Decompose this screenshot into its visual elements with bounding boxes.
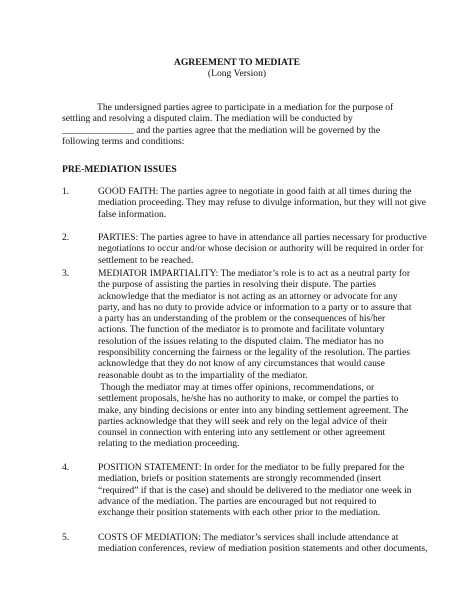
item-number: 1. [62, 186, 70, 197]
item-line: MEDIATOR IMPARTIALITY: The mediator’s role is to act as a neutral party for [98, 268, 411, 279]
item-line: actions. The function of the mediator is to promote and facilitate voluntary [98, 324, 385, 336]
item-line: mediation, briefs or position statements are strongly recommended (insert [98, 473, 382, 485]
item-line: mediation proceeding. They may refuse to divulge information, but they will not give [98, 197, 427, 209]
item-line: reasonable doubt as to the impartiality of the mediator. [98, 369, 308, 381]
item-line: make, any binding decisions or enter into any binding settlement agreement. The [98, 404, 409, 416]
item-line: responsibility concerning the fairness or the legality of the resolution. The parties [98, 347, 411, 359]
item-body [98, 532, 428, 555]
item-line: settlement proposals, he/she has no authority to make, or compel the parties to [98, 393, 399, 405]
item-line: party, and has no duty to provide advice or information to a party or to assure that [98, 301, 412, 313]
list-item [62, 232, 427, 266]
item-body [98, 232, 427, 266]
intro-line: _______________ and the parties agree that the mediation will be governed by the [62, 124, 381, 136]
item-line: a party has an understanding of the problem or the consequences of his/her [98, 313, 386, 325]
item-body [98, 462, 422, 518]
item-line: acknowledge that the mediator is not acting as an attorney or advocate for any [98, 290, 398, 302]
item-line: exchange their position statements with each other prior to the mediation. [98, 507, 381, 519]
list-item [62, 186, 427, 220]
intro-line: settling and resolving a disputed claim. The mediation will be conducted by [62, 113, 353, 125]
list-item [62, 268, 422, 381]
item-number: 4. [62, 462, 70, 473]
intro-line: following terms and conditions: [62, 135, 185, 147]
item-line: settlement to be reached. [98, 254, 194, 266]
list-item [62, 532, 428, 555]
item-continuation-paragraph [98, 382, 422, 450]
item-body [98, 268, 422, 381]
list-item [62, 462, 422, 518]
item-number: 2. [62, 232, 70, 243]
item-line: the purpose of assisting the parties in resolving their dispute. The parties [98, 279, 376, 291]
item-line: POSITION STATEMENT: In order for the mediator to be fully prepared for the [98, 462, 405, 473]
item-line: COSTS OF MEDIATION: The mediator’s services shall include attendance at [98, 532, 399, 543]
document-title: AGREEMENT TO MEDIATE [173, 57, 301, 68]
item-line: counsel in connection with entering into any settlement or other agreement [98, 427, 386, 439]
item-body [98, 186, 427, 220]
item-line: PARTIES: The parties agree to have in attendance all parties necessary for productive [98, 232, 427, 243]
item-number: 5. [62, 532, 70, 543]
intro-line: The undersigned parties agree to participate in a mediation for the purpose of [97, 102, 394, 113]
item-line: false information. [98, 208, 167, 220]
item-line: “required” if that is the case) and should be delivered to the mediator one week in [98, 484, 412, 496]
item-line: resolution of the issues relating to the disputed claim. The mediator has no [98, 335, 384, 347]
item-line: negotiations to occur and/or whose decision or authority will be required in order for [98, 243, 424, 255]
document-subtitle: (Long Version) [207, 68, 267, 79]
item-line: Though the mediator may at times offer opinions, recommendations, or [98, 382, 375, 393]
item-line: relating to the mediation proceeding. [98, 438, 240, 450]
intro-paragraph [62, 102, 417, 147]
item-line: advance of the mediation. The parties are encouraged but not required to [98, 495, 377, 507]
item-line: acknowledge that they do not know of any circumstances that would cause [98, 358, 385, 370]
item-line: GOOD FAITH: The parties agree to negotiate in good faith at all times during the [98, 186, 412, 197]
item-number: 3. [62, 268, 70, 279]
item-line: mediation conferences, review of mediation position statements and other documents, [98, 543, 428, 555]
section-heading: PRE-MEDIATION ISSUES [62, 164, 177, 175]
item-line: parties acknowledge that they will seek and rely on the legal advice of their [98, 415, 388, 427]
